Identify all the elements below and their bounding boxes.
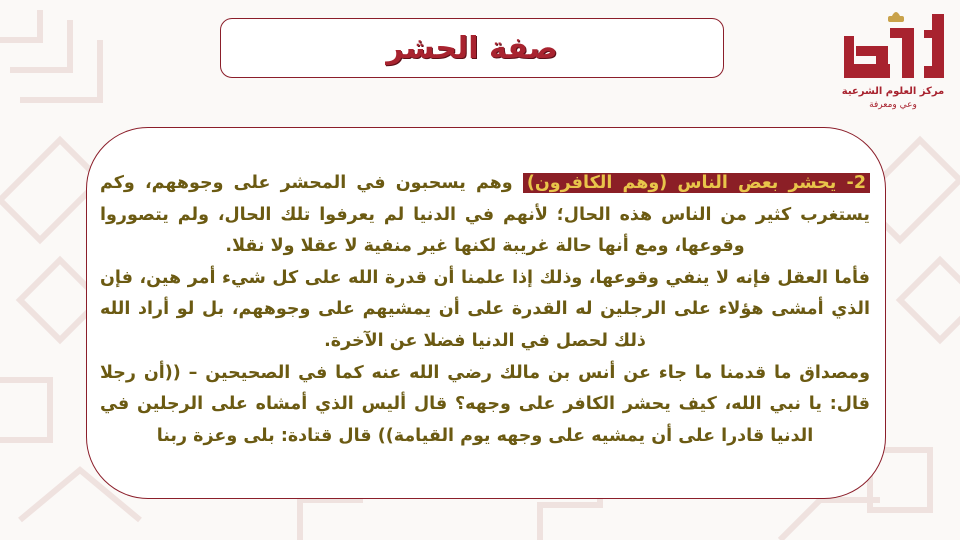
content-text: [100, 168, 870, 452]
paragraph-3: ومصداق ما قدمنا ما جاء عن أنس بن مالك رضي الله عنه كما في الصحيحين – ((أن رجلا قال: يا نبي الله، كيف يحشر الكافر على وجهه؟ قال أليس الذي أمشاه على الرجلين في الدنيا قادرا على أن يمشيه على وجهه يوم القيامة)) قال قتادة: بلى وعزة ربنا: [100, 362, 870, 446]
logo-tagline: وعي ومعرفة: [869, 100, 917, 110]
logo-subtitle: مركز العلوم الشرعية: [841, 86, 945, 97]
title-banner: [220, 18, 724, 78]
paragraph-2: فأما العقل فإنه لا ينفي وقوعها، وذلك إذا علمنا أن قدرة الله على كل شيء أمر هين، فإن الذي أمشى هؤلاء على الرجلين له القدرة على أن يمشيهم على وجوههم، بل لو أراد الله ذلك لحصل في الدنيا فضلا عن الآخرة.: [100, 267, 870, 351]
ihkam-logo-icon: [840, 6, 952, 84]
logo: [836, 6, 954, 110]
slide-title: صفة الحشر: [386, 30, 558, 66]
paragraph-1: [100, 168, 870, 263]
highlighted-heading: 2- يحشر بعض الناس (وهم الكافرون): [523, 173, 870, 193]
paragraph-1-text: وهم يسحبون في المحشر على وجوههم، وكم يستغرب كثير من الناس هذه الحال؛ لأنهم في الدنيا لم يعرفوا تلك الحال، ولم يتصوروا وقوعها، ومع أنها حالة غريبة لكنها غير منفية لا عقلا ولا نقلا.: [100, 173, 870, 257]
